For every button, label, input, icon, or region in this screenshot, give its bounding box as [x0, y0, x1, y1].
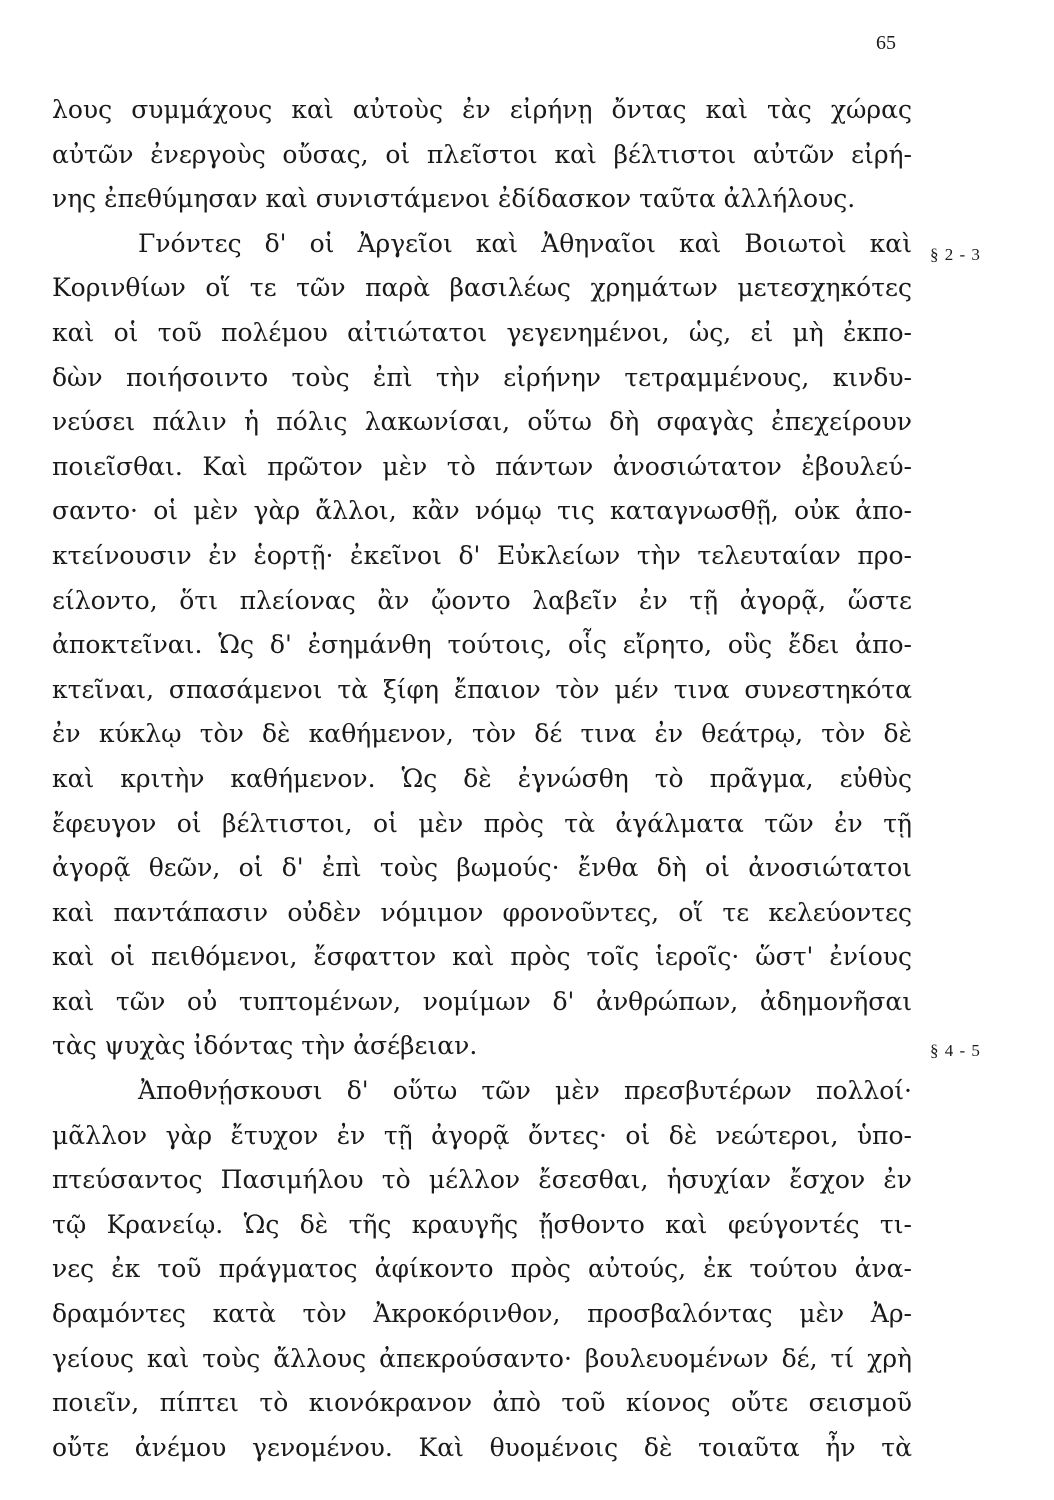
- text-line: νεύσει πάλιν ἡ πόλις λακωνίσαι, οὕτω δὴ σφαγὰς ἐπεχείρουν: [52, 407, 912, 437]
- text-line: γείους καὶ τοὺς ἄλλους ἀπεκρούσαντο· βουλευομένων δέ, τί χρὴ: [52, 1343, 912, 1373]
- text-line: ἐν κύκλῳ τὸν δὲ καθήμενον, τὸν δέ τινα ἐν θεάτρῳ, τὸν δὲ: [52, 719, 912, 749]
- text-line: τῷ Κρανείῳ. Ὡς δὲ τῆς κραυγῆς ᾔσθοντο καὶ φεύγοντές τι-: [52, 1209, 912, 1239]
- text-line: τὰς ψυχὰς ἰδόντας τὴν ἀσέβειαν.: [52, 1031, 478, 1061]
- text-line: καὶ τῶν οὐ τυπτομένων, νομίμων δ' ἀνθρώπων, ἀδημονῆσαι: [52, 986, 912, 1016]
- text-line: είλοντο, ὅτι πλείονας ἂν ᾤοντο λαβεῖν ἐν τῇ ἀγορᾷ, ὥστε: [52, 585, 912, 615]
- text-line: δὼν ποιήσοιντο τοὺς ἐπὶ τὴν εἰρήνην τετραμμένους, κινδυ-: [52, 362, 912, 392]
- text-line: ἀποκτεῖναι. Ὡς δ' ἐσημάνθη τούτοις, οἷς εἴρητο, οὓς ἔδει ἀπο-: [52, 630, 912, 660]
- text-line: καὶ παντάπασιν οὐδὲν νόμιμον φρονοῦντες, οἵ τε κελεύοντες: [52, 897, 912, 927]
- text-line: ποιεῖν, πίπτει τὸ κιονόκρανον ἀπὸ τοῦ κίονος οὔτε σεισμοῦ: [52, 1388, 912, 1418]
- text-line: Κορινθίων οἵ τε τῶν παρὰ βασιλέως χρημάτων μετεσχηκότες: [52, 273, 912, 303]
- text-line: Ἀποθνῄσκουσι δ' οὕτω τῶν μὲν πρεσβυτέρων πολλοί·: [138, 1076, 912, 1106]
- greek-text-body: [52, 88, 912, 1470]
- text-line: κτείνουσιν ἐν ἑορτῇ· ἐκεῖνοι δ' Εὐκλείων τὴν τελευταίαν προ-: [52, 540, 912, 570]
- section-reference-2-3: § 2 - 3: [930, 245, 981, 264]
- text-line: μᾶλλον γὰρ ἔτυχον ἐν τῇ ἀγορᾷ ὄντες· οἱ δὲ νεώτεροι, ὑπο-: [52, 1120, 912, 1150]
- text-line: ἀγορᾷ θεῶν, οἱ δ' ἐπὶ τοὺς βωμούς· ἔνθα δὴ οἱ ἀνοσιώτατοι: [52, 853, 912, 883]
- text-line: ἔφευγον οἱ βέλτιστοι, οἱ μὲν πρὸς τὰ ἀγάλματα τῶν ἐν τῇ: [52, 808, 912, 838]
- text-line: ποιεῖσθαι. Καὶ πρῶτον μὲν τὸ πάντων ἀνοσιώτατον ἐβουλεύ-: [52, 451, 912, 481]
- text-line: δραμόντες κατὰ τὸν Ἀκροκόρινθον, προσβαλόντας μὲν Ἀρ-: [52, 1299, 912, 1329]
- section-reference-4-5: § 4 - 5: [930, 1041, 981, 1060]
- text-line: καὶ κριτὴν καθήμενον. Ὡς δὲ ἐγνώσθη τὸ πρᾶγμα, εὐθὺς: [52, 763, 912, 793]
- page-number: 65: [876, 32, 896, 54]
- text-line: λους συμμάχους καὶ αὐτοὺς ἐν εἰρήνῃ ὄντας καὶ τὰς χώρας: [52, 95, 912, 124]
- text-line: Γνόντες δ' οἱ Ἀργεῖοι καὶ Ἀθηναῖοι καὶ Βοιωτοὶ καὶ: [138, 228, 912, 258]
- text-line: οὔτε ἀνέμου γενομένου. Καὶ θυομένοις δὲ τοιαῦτα ἦν τὰ: [52, 1432, 912, 1462]
- text-line: κτεῖναι, σπασάμενοι τὰ ξίφη ἔπαιον τὸν μέν τινα συνεστηκότα: [52, 674, 912, 704]
- text-line: νης ἐπεθύμησαν καὶ συνιστάμενοι ἐδίδασκον ταῦτα ἀλλήλους.: [52, 184, 856, 214]
- text-line: πτεύσαντος Πασιμήλου τὸ μέλλον ἔσεσθαι, ἡσυχίαν ἔσχον ἐν: [52, 1165, 912, 1195]
- text-line: καὶ οἱ πειθόμενοι, ἔσφαττον καὶ πρὸς τοῖς ἱεροῖς· ὥστ' ἐνίους: [52, 942, 912, 972]
- text-line: καὶ οἱ τοῦ πολέμου αἰτιώτατοι γεγενημένοι, ὡς, εἰ μὴ ἐκπο-: [52, 317, 912, 347]
- text-line: σαντο· οἱ μὲν γὰρ ἄλλοι, κἂν νόμῳ τις καταγνωσθῇ, οὐκ ἀπο-: [52, 496, 912, 526]
- text-line: αὐτῶν ἐνεργοὺς οὔσας, οἱ πλεῖστοι καὶ βέλτιστοι αὐτῶν εἰρή-: [52, 139, 912, 169]
- text-line: νες ἐκ τοῦ πράγματος ἀφίκοντο πρὸς αὐτούς, ἐκ τούτου ἀνα-: [52, 1254, 912, 1284]
